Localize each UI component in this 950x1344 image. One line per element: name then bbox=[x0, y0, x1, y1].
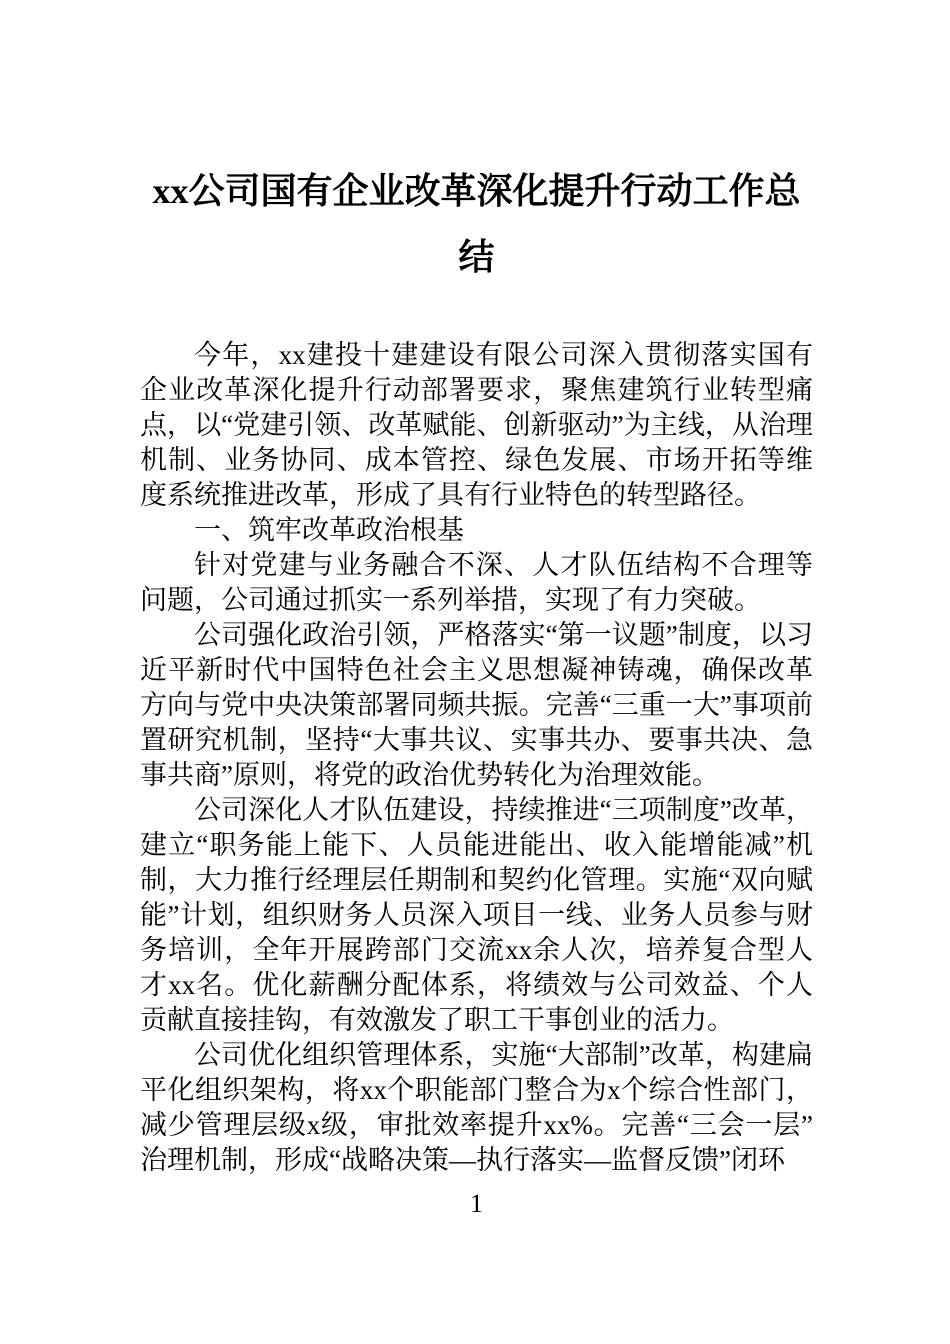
section-heading-1: 一、筑牢改革政治根基 bbox=[194, 515, 464, 545]
document-body bbox=[140, 338, 813, 1178]
paragraph-talent-team: 公司深化人才队伍建设，持续推进“三项制度”改革，建立“职务能上能下、人员能进能出、收入能增能减”机制，大力推行经理层任期制和契约化管理。实施“双向赋能”计划，组织财务人员深入项目一线、业务人员参与财务培训，全年开展跨部门交流xx余人次，培养复合型人才xx名。优化薪酬分配体系，将绩效与公司效益、个人贡献直接挂钩，有效激发了职工干事创业的活力。 bbox=[140, 795, 813, 1035]
paragraph-problems: 针对党建与业务融合不深、人才队伍结构不合理等问题，公司通过抓实一系列举措，实现了有力突破。 bbox=[140, 550, 813, 615]
paragraph-org-structure: 公司优化组织管理体系，实施“大部制”改革，构建扁平化组织架构，将xx个职能部门整合为x个综合性部门，减少管理层级x级，审批效率提升xx%。完善“三会一层”治理机制，形成“战略决策—执行落实—监督反馈”闭环 bbox=[140, 1040, 813, 1175]
paragraph-political-leadership: 公司强化政治引领，严格落实“第一议题”制度，以习近平新时代中国特色社会主义思想凝神铸魂，确保改革方向与党中央决策部署同频共振。完善“三重一大”事项前置研究机制，坚持“大事共议、实事共办、要事共决、急事共商”原则，将党的政治优势转化为治理效能。 bbox=[140, 620, 813, 790]
paragraph-intro: 今年，xx建投十建建设有限公司深入贯彻落实国有企业改革深化提升行动部署要求，聚焦建筑行业转型痛点，以“党建引领、改革赋能、创新驱动”为主线，从治理机制、业务协同、成本管控、绿色发展、市场开拓等维度系统推进改革，形成了具有行业特色的转型路径。 bbox=[140, 340, 813, 510]
page-number: 1 bbox=[470, 1189, 483, 1218]
document-title: xx公司国有企业改革深化提升行动工作总结 bbox=[152, 171, 801, 277]
